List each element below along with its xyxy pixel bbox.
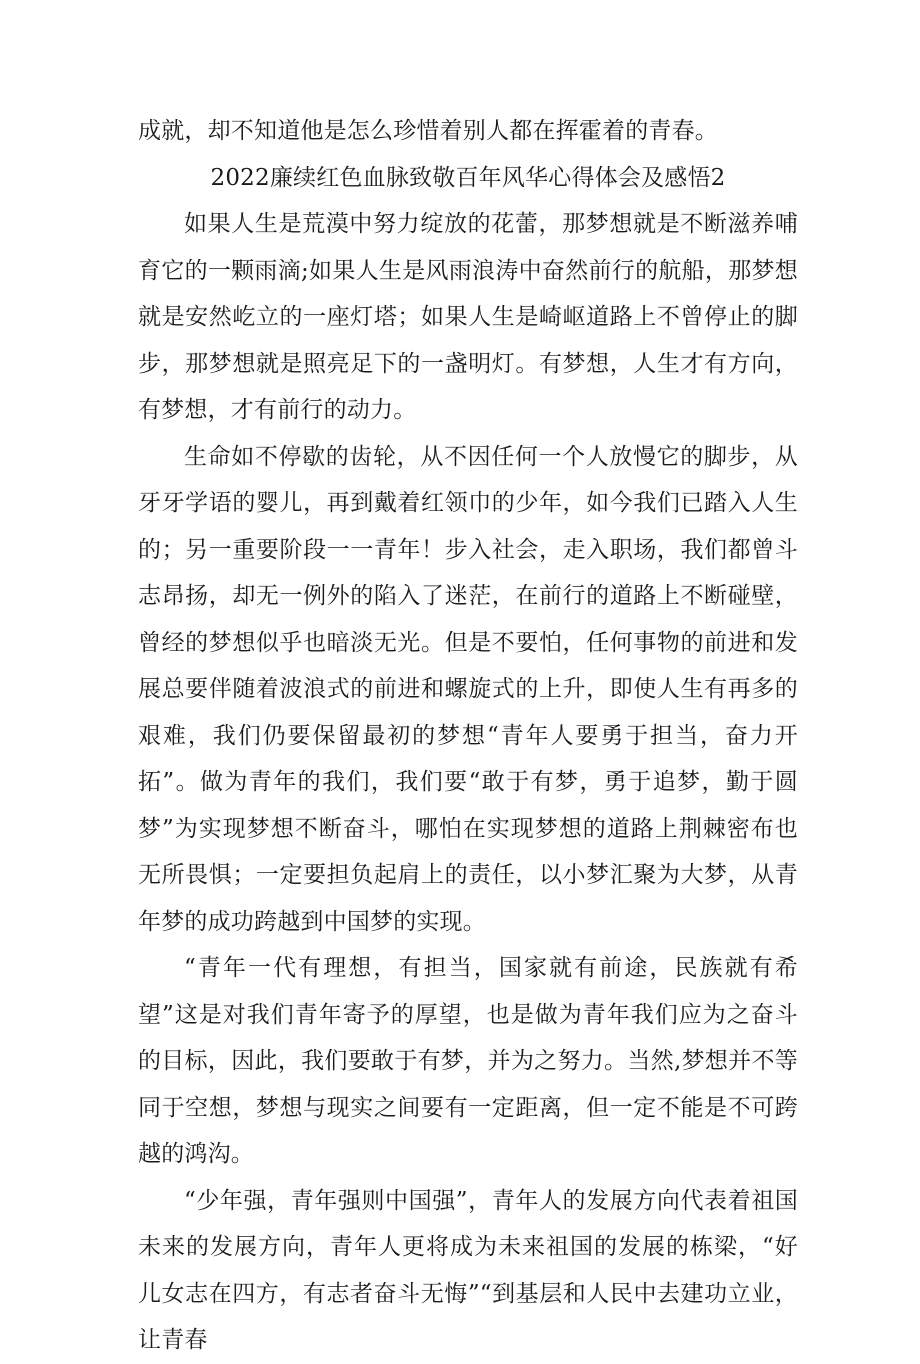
body-paragraph-3: “青年一代有理想，有担当，国家就有前途，民族就有希望”这是对我们青年寄予的厚望，也是做为青年我们应为之奋斗的目标，因此，我们要敢于有梦，并为之努力。当然,梦想并不等同于空想，梦想与现实之间要有一定距离，但一定不能是不可跨越的鸿沟。 xyxy=(138,955,798,1167)
document-body xyxy=(138,108,798,1364)
body-paragraph-2: 生命如不停歇的齿轮，从不因任何一个人放慢它的脚步，从牙牙学语的婴儿，再到戴着红领巾的少年，如今我们已踏入人生的；另一重要阶段一一青年！步入社会，走入职场，我们都曾斗志昂扬，却无一例外的陷入了迷茫，在前行的道路上不断碰壁，曾经的梦想似乎也暗淡无光。但是不要怕，任何事物的前进和发展总要伴随着波浪式的前进和螺旋式的上升，即使人生有再多的艰难，我们仍要保留最初的梦想“青年人要勇于担当，奋力开拓”。做为青年的我们，我们要“敢于有梦，勇于追梦，勤于圆梦”为实现梦想不断奋斗，哪怕在实现梦想的道路上荆棘密布也无所畏惧；一定要担负起肩上的责任，以小梦汇聚为大梦，从青年梦的成功跨越到中国梦的实现。 xyxy=(138,443,798,935)
section-title: 2022廉续红色血脉致敬百年风华心得体会及感悟2 xyxy=(210,164,726,191)
body-paragraph-4: “少年强，青年强则中国强”，青年人的发展方向代表着祖国未来的发展方向，青年人更将成为未来祖国的发展的栋梁，“好儿女志在四方，有志者奋斗无悔”“到基层和人民中去建功立业，让青春 xyxy=(138,1187,798,1353)
leading-fragment-paragraph: 成就，却不知道他是怎么珍惜着别人都在挥霍着的青春。 xyxy=(138,118,718,144)
body-paragraph-1: 如果人生是荒漠中努力绽放的花蕾，那梦想就是不断滋养哺育它的一颗雨滴;如果人生是风雨浪涛中奋然前行的航船，那梦想就是安然屹立的一座灯塔；如果人生是崎岖道路上不曾停止的脚步，那梦想就是照亮足下的一盏明灯。有梦想，人生才有方向，有梦想，才有前行的动力。 xyxy=(138,211,798,423)
